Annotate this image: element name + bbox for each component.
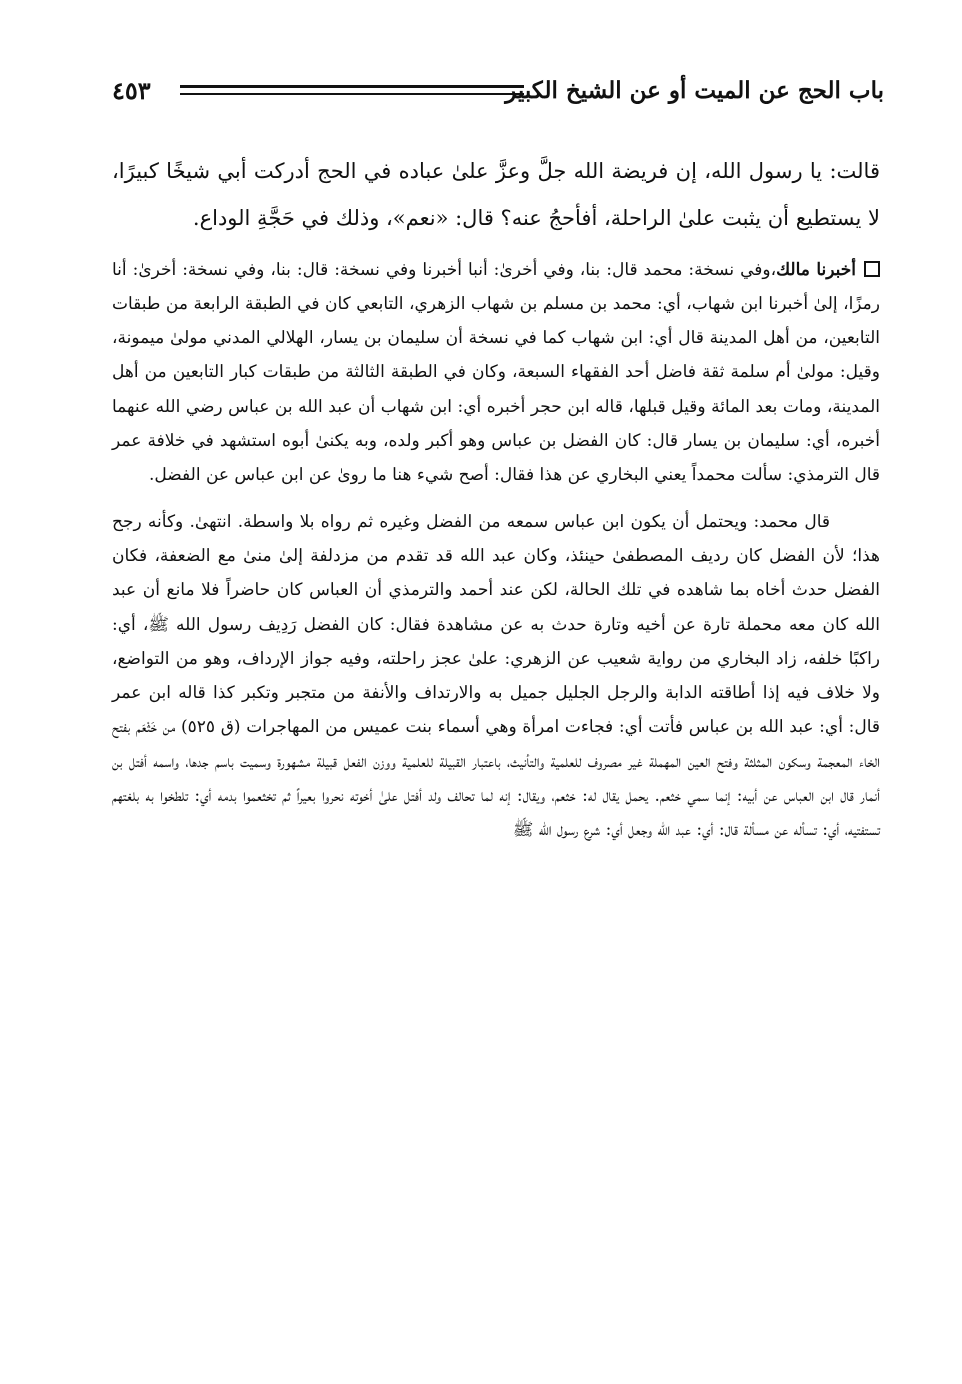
running-header xyxy=(112,66,884,116)
commentary-paragraph xyxy=(112,253,880,493)
square-marker-icon xyxy=(864,261,880,277)
discussion-paragraph: قال محمد: ويحتمل أن يكون ابن عباس سمعه من الفضل وغيره ثم رواه بلا واسطة. انتهىٰ. وكأنه رجح هذا؛ لأن الفضل كان رديف المصطفىٰ حينئذ، وكان عبد الله قد تقدم من مزدلفة إلىٰ منىٰ مع الضعفة، فكان الفضل حدث أخاه بما شاهده في تلك الحالة، لكن عند أحمد والترمذي أن العباس كان حاضراً فلا مانع أن عبد الله كان معه محملة تارة عن أخيه وتارة حدث به عن مشاهدة فقال: كان الفضل رَدِيف رسول الله ﷺ، أي: راكبًا خلفه، زاد البخاري من رواية شعيب عن الزهري: علىٰ عجز راحلته، وفيه جواز الإرداف، وهو من التواضع، ولا خلاف فيه إذا أطاقته الدابة والرجل الجليل جميل به والارتداف والأنفة من متجبر وتكبر كذا قاله ابن عمر قال: أي: عبد الله بن عباس فأتت أي: فجاءت امرأة وهي أسماء بنت عميس من المهاجرات (ق ٥٢٥) من خَثْعَم بفتح الخاء المعجمة وسكون المثلثة وفتح العين المهملة غير مصروف للعلمية والتأنيث، باعتبار القبيلة للعلمية ووزن الفعل قبيلة مشهورة وسميت باسم جدها، واسمه أفتل بن أنمار قال ابن العباس عن أبيه: إنما سمي خثعم. يحمل يقال له: خثعم، ويقال: إنه لما تحالف ولد أفتل علىٰ أخوته نحروا بعيراً ثم تخثعموا بدمه أي: تلطخوا به بلغتهم تستفتيه، أي: تسأله عن مسألة قال: أي: عبد الله وجعل أي: شرع رسول الله ﷺ xyxy=(112,511,881,841)
hadith-text: قالت: يا رسول الله، إن فريضة الله جلَّ وعزَّ علىٰ عباده في الحج أدركت أبي شيخًا كبيرًا، لا يستطيع أن يثبت علىٰ الراحلة، أفأحجُ عنه؟ قال: «نعم»، وذلك في حَجَّةِ الوداع. xyxy=(112,159,880,231)
spacer xyxy=(112,243,880,253)
spacer xyxy=(112,493,880,505)
page-number: ٤٥٣ xyxy=(112,76,151,105)
commentary-lead: أخبرنا مالك xyxy=(776,259,856,280)
header-rule xyxy=(180,85,524,95)
commentary-text: ،وفي نسخة: محمد قال: بنا، وفي أخرىٰ: أنبا أخبرنا وفي نسخة: قال: بنا، وفي نسخة: أخرىٰ: أنا رمزًا، إلىٰ أخبرنا ابن شهاب، أي: محمد بن مسلم بن شهاب الزهري، التابعي كان في الطبقة الرابعة من طبقات التابعين، من أهل المدينة قال أي: ابن شهاب كما في نسخة أن سليمان بن يسار، الهلالي المدني مولىٰ ميمونة، وقيل: مولىٰ أم سلمة ثقة فاضل أحد الفقهاء السبعة، وكان في الطبقة الثالثة من طبقات كبار التابعين من أهل المدينة، ومات بعد المائة وقيل قبلها، قاله ابن حجر أخبره أي: ابن شهاب أن عبد الله بن عباس رضي الله عنهما أخبره، أي: سليمان بن يسار قال: كان الفضل بن عباس وهو أكبر ولده، وبه يكنىٰ أبوه استشهد في خلافة عمر قال الترمذي: سألت محمداً يعني البخاري عن هذا فقال: أصح شيء هنا ما روىٰ عن ابن عباس عن الفضل. xyxy=(112,259,880,486)
page-body xyxy=(112,148,880,848)
chapter-title: باب الحج عن الميت أو عن الشيخ الكبير xyxy=(505,77,884,104)
